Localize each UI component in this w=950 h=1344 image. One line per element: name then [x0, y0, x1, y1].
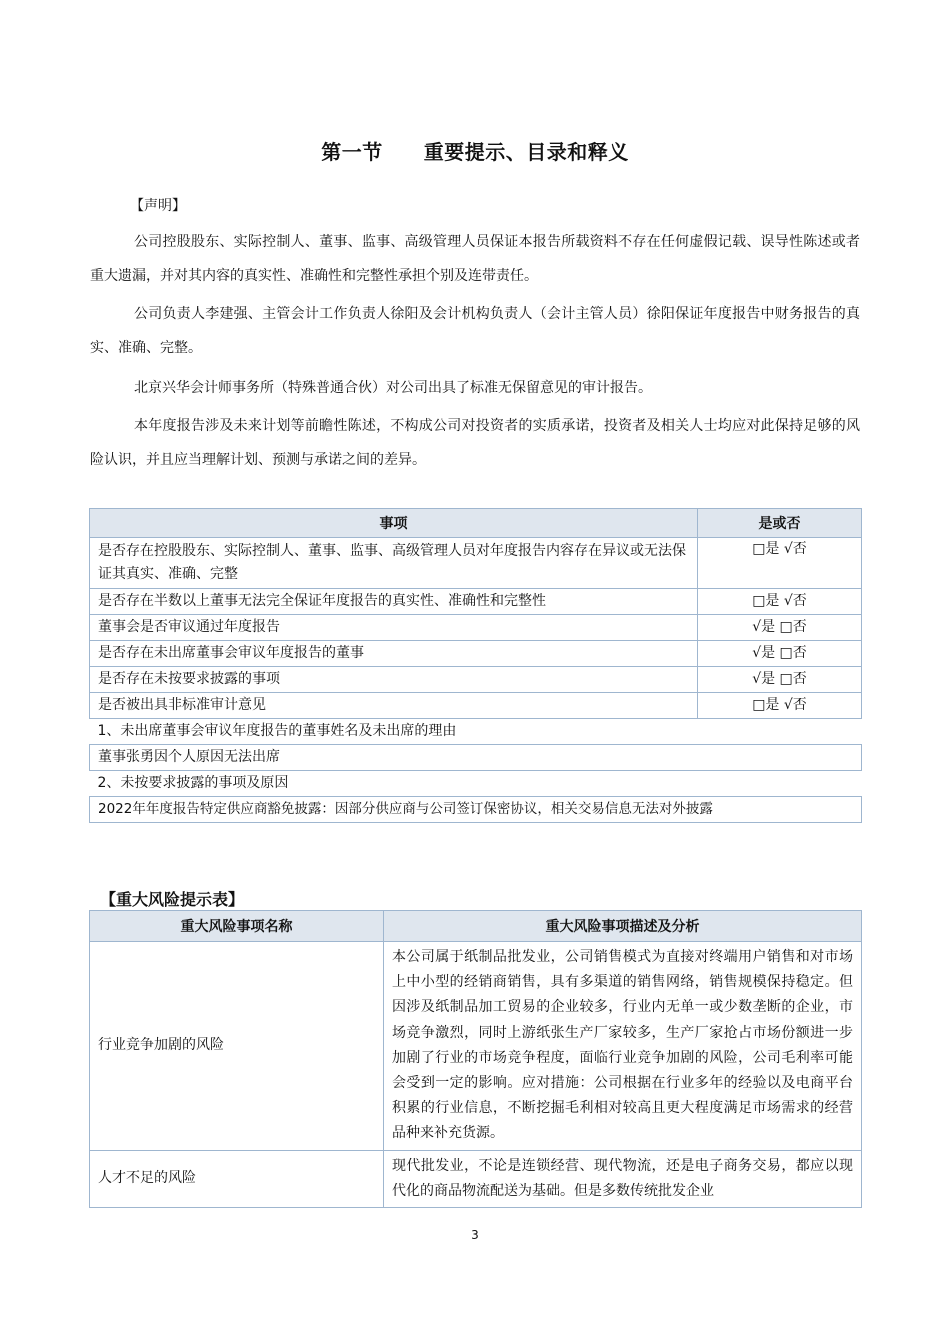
matter-answer: □是 √否 — [698, 589, 862, 615]
matter-item: 是否被出具非标准审计意见 — [90, 693, 698, 719]
risk-header-row — [90, 911, 862, 942]
note-content-row — [90, 745, 862, 771]
risk-table — [89, 910, 862, 1208]
table-row — [90, 615, 862, 641]
matter-item: 董事会是否审议通过年度报告 — [90, 615, 698, 641]
declaration-paragraph-2: 公司负责人李建强、主管会计工作负责人徐阳及会计机构负责人（会计主管人员）徐阳保证年度报告中财务报告的真实、准确、完整。 — [90, 306, 860, 356]
matter-answer: □是 √否 — [698, 693, 862, 719]
matter-answer: √是 □否 — [698, 641, 862, 667]
note-heading-row — [90, 719, 862, 745]
table-row — [90, 667, 862, 693]
table-row — [90, 589, 862, 615]
page-number: 3 — [471, 1228, 479, 1242]
risk-description: 现代批发业，不论是连锁经营、现代物流，还是电子商务交易，都应以现代化的商品物流配送为基础。但是多数传统批发企业 — [384, 1150, 862, 1207]
matter-item: 是否存在未出席董事会审议年度报告的董事 — [90, 641, 698, 667]
risk-header-name: 重大风险事项名称 — [90, 911, 384, 942]
declaration-paragraph-1: 公司控股股东、实际控制人、董事、监事、高级管理人员保证本报告所载资料不存在任何虚假记载、误导性陈述或者重大遗漏，并对其内容的真实性、准确性和完整性承担个别及连带责任。 — [90, 234, 860, 284]
table-row — [90, 693, 862, 719]
table-row — [90, 538, 862, 589]
table-row — [90, 641, 862, 667]
risk-table-heading: 【重大风险提示表】 — [100, 890, 245, 909]
risk-header-description: 重大风险事项描述及分析 — [384, 911, 862, 942]
matter-item: 是否存在控股股东、实际控制人、董事、监事、高级管理人员对年度报告内容存在异议或无法保证其真实、准确、完整 — [90, 538, 698, 589]
table-row — [90, 942, 862, 1151]
matters-table — [89, 508, 862, 823]
matters-header-row — [90, 509, 862, 538]
declaration-paragraph-3: 北京兴华会计师事务所（特殊普通合伙）对公司出具了标准无保留意见的审计报告。 — [134, 380, 652, 396]
note-heading-row — [90, 771, 862, 797]
matter-answer: □是 √否 — [698, 538, 862, 589]
matter-answer: √是 □否 — [698, 667, 862, 693]
page-title: 第一节 重要提示、目录和释义 — [321, 140, 629, 164]
risk-name: 人才不足的风险 — [90, 1150, 384, 1207]
note-content-row — [90, 797, 862, 823]
matter-answer: √是 □否 — [698, 615, 862, 641]
matter-item: 是否存在未按要求披露的事项 — [90, 667, 698, 693]
note-heading: 2、未按要求披露的事项及原因 — [97, 775, 289, 791]
risk-description: 本公司属于纸制品批发业，公司销售模式为直接对终端用户销售和对市场上中小型的经销商销售，具有多渠道的销售网络，销售规模保持稳定。但因涉及纸制品加工贸易的企业较多，行业内无单一或少数垄断的企业，市场竞争激烈，同时上游纸张生产厂家较多，生产厂家抢占市场份额进一步加剧了行业的市场竞争程度，面临行业竞争加剧的风险，公司毛利率可能会受到一定的影响。应对措施：公司根据在行业多年的经验以及电商平台积累的行业信息，不断挖掘毛利相对较高且更大程度满足市场需求的经营品种来补充货源。 — [384, 942, 862, 1151]
declaration-paragraph-4: 本年度报告涉及未来计划等前瞻性陈述，不构成公司对投资者的实质承诺，投资者及相关人士均应对此保持足够的风险认识，并且应当理解计划、预测与承诺之间的差异。 — [90, 418, 860, 468]
matter-item: 是否存在半数以上董事无法完全保证年度报告的真实性、准确性和完整性 — [90, 589, 698, 615]
matters-header-item: 事项 — [90, 509, 698, 538]
table-row — [90, 1150, 862, 1207]
risk-name: 行业竞争加剧的风险 — [90, 942, 384, 1151]
note-heading: 1、未出席董事会审议年度报告的董事姓名及未出席的理由 — [97, 723, 457, 739]
note-content: 2022年年度报告特定供应商豁免披露：因部分供应商与公司签订保密协议，相关交易信息无法对外披露 — [90, 797, 862, 823]
note-content: 董事张勇因个人原因无法出席 — [90, 745, 862, 771]
matters-header-answer: 是或否 — [698, 509, 862, 538]
declaration-label: 【声明】 — [130, 198, 186, 214]
